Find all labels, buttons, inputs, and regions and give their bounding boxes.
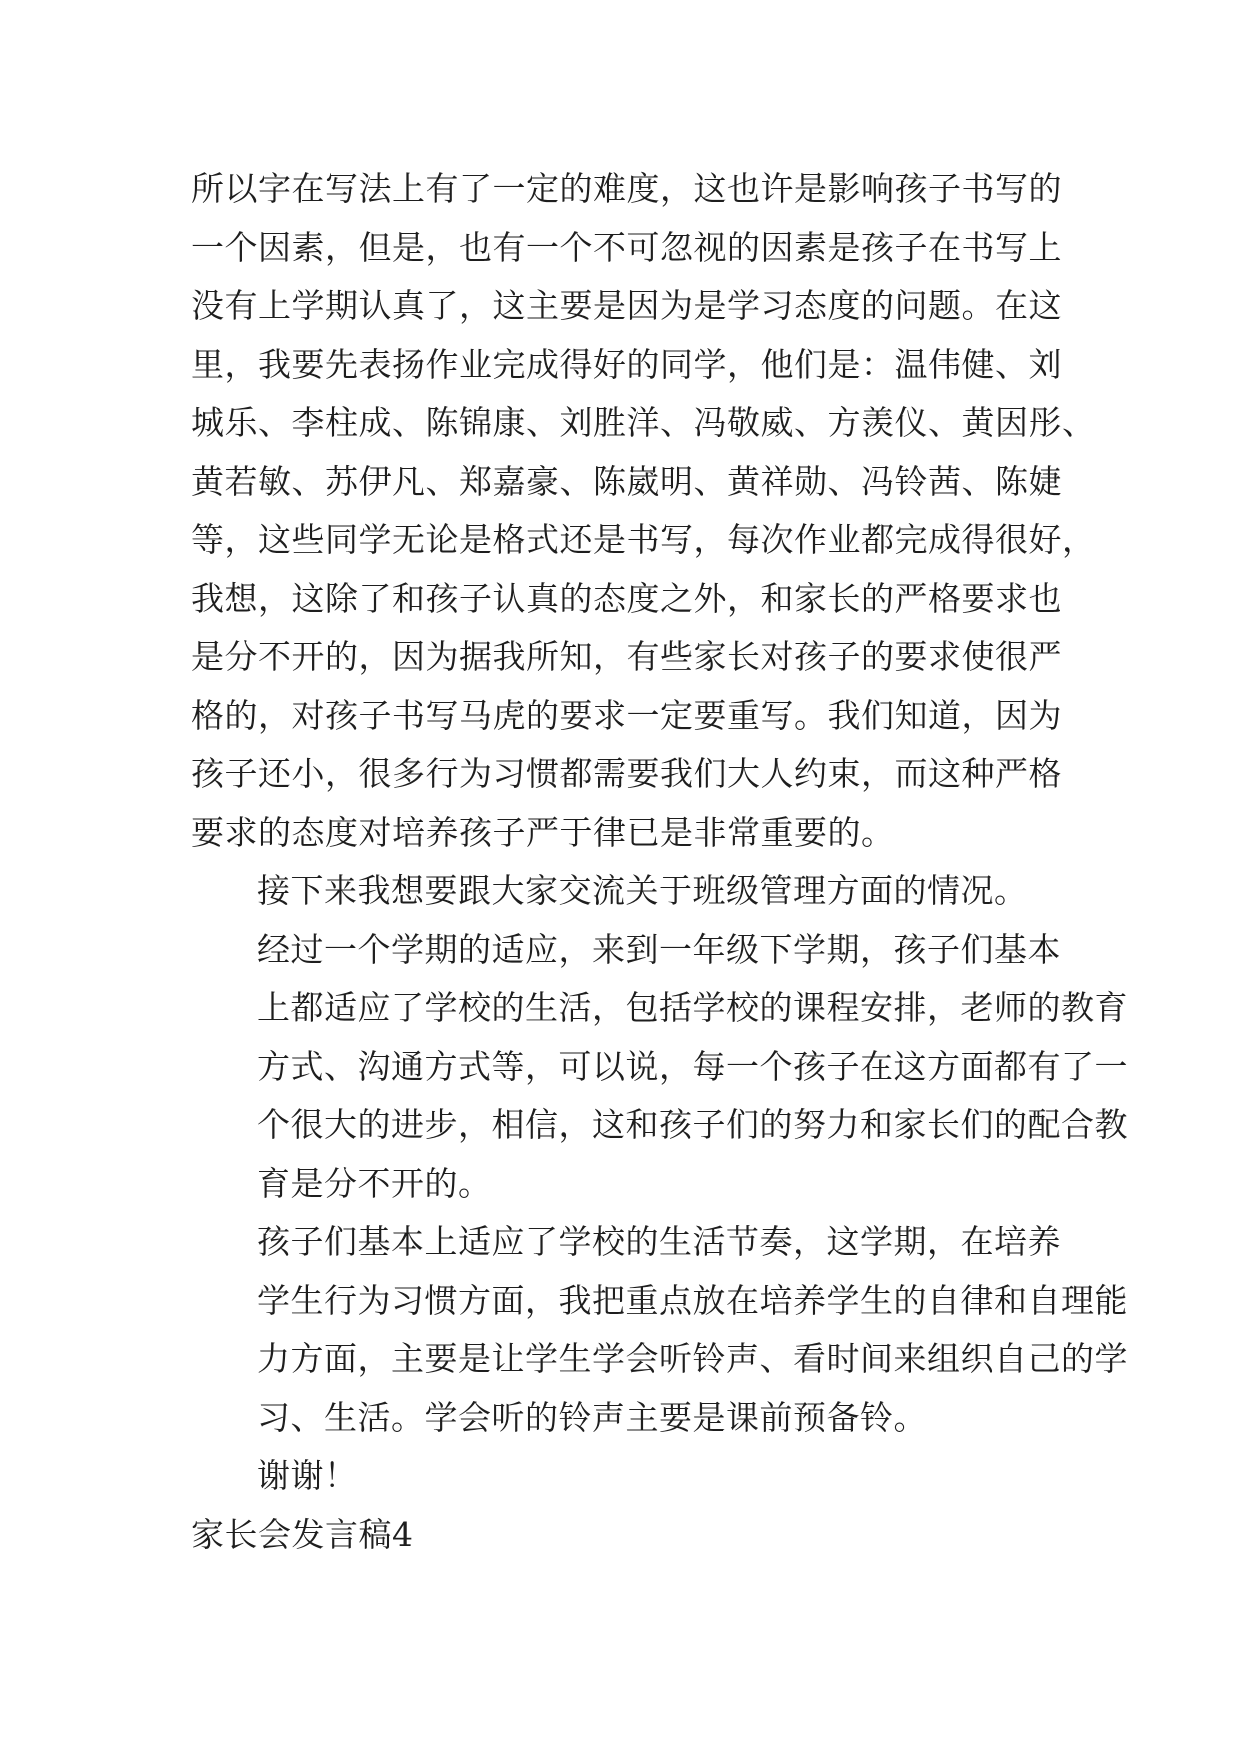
paragraph: [191, 1213, 1128, 1447]
text-line: 我想，这除了和孩子认真的态度之外，和家长的严格要求也: [191, 578, 1062, 618]
text-line: 谢谢！: [257, 1456, 358, 1495]
text-line: 等，这些同学无论是格式还是书写，每次作业都完成得很好，: [191, 520, 1096, 559]
text-line: 习、生活。学会听的铃声主要是课前预备铃。: [257, 1397, 927, 1437]
text-line: 所以字在写法上有了一定的难度，这也许是影响孩子书写的: [191, 169, 1062, 208]
text-line: 城乐、李柱成、陈锦康、刘胜洋、冯敬威、方羡仪、黄因彤、: [191, 403, 1096, 442]
text-line: 学生行为习惯方面，我把重点放在培养学生的自律和自理能: [257, 1280, 1128, 1320]
text-line: 力方面，主要是让学生学会听铃声、看时间来组织自己的学: [257, 1339, 1128, 1378]
paragraph: [191, 1447, 1047, 1506]
paragraph: [191, 921, 1128, 1214]
text-line: 黄若敏、苏伊凡、郑嘉豪、陈崴明、黄祥勋、冯铃茜、陈婕: [191, 461, 1062, 501]
text-line: 孩子还小，很多行为习惯都需要我们大人约束，而这种严格: [191, 754, 1062, 793]
text-line: 里，我要先表扬作业完成得好的同学，他们是：温伟健、刘: [191, 344, 1062, 384]
text-line: 要求的态度对培养孩子严于律已是非常重要的。: [191, 812, 895, 852]
paragraph: [191, 160, 1096, 862]
text-line: 育是分不开的。: [257, 1163, 492, 1203]
text-line: 上都适应了学校的生活，包括学校的课程安排，老师的教育: [257, 988, 1128, 1027]
text-line: 方式、沟通方式等，可以说，每一个孩子在这方面都有了一: [257, 1046, 1128, 1086]
document-body: [191, 160, 1128, 1506]
paragraph: [191, 862, 1047, 921]
text-line: 是分不开的，因为据我所知，有些家长对孩子的要求使很严: [191, 637, 1062, 676]
section-heading: 家长会发言稿4: [191, 1514, 414, 1554]
text-line: 一个因素，但是，也有一个不可忽视的因素是孩子在书写上: [191, 227, 1062, 267]
text-line: 没有上学期认真了，这主要是因为是学习态度的问题。在这: [191, 286, 1062, 325]
text-line: 孩子们基本上适应了学校的生活节奏，这学期，在培养: [257, 1222, 1061, 1261]
text-line: 格的，对孩子书写马虎的要求一定要重写。我们知道，因为: [191, 695, 1062, 735]
document-page: [191, 160, 1128, 1564]
text-line: 接下来我想要跟大家交流关于班级管理方面的情况。: [257, 871, 1028, 910]
text-line: 经过一个学期的适应，来到一年级下学期，孩子们基本: [257, 929, 1061, 969]
text-line: 个很大的进步，相信，这和孩子们的努力和家长们的配合教: [257, 1105, 1128, 1144]
